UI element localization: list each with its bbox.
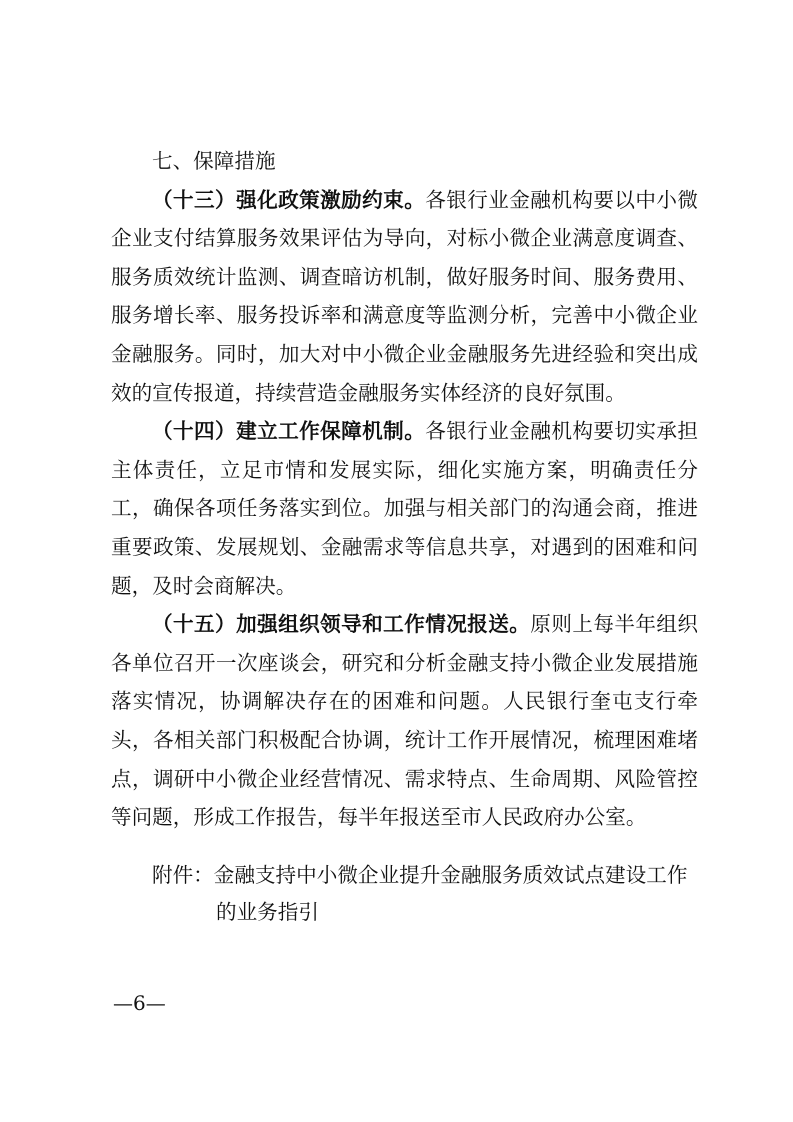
paragraph-lead: （十五）加强组织领导和工作情况报送。: [152, 612, 531, 637]
section-heading: 七、保障措施: [152, 149, 276, 173]
paragraph-13: [111, 181, 698, 413]
paragraph-text: 各银行业金融机构要切实承担主体责任，立足市情和发展实际，细化实施方案，明确责任分工，确保各项任务落实到位。加强与相关部门的沟通会商，推进重要政策、发展规划、金融需求等信息共享，对遇到的困难和问题，及时会商解决。: [111, 419, 699, 598]
paragraph-lead: （十三）强化政策激励约束。: [152, 187, 426, 212]
paragraph-text: 各银行业金融机构要以中小微企业支付结算服务效果评估为导向，对标小微企业满意度调查、服务质效统计监测、调查暗访机制，做好服务时间、服务费用、服务增长率、服务投诉率和满意度等监测分析，完善中小微企业金融服务。同时，加大对中小微企业金融服务先进经验和突出成效的宣传报道，持续营造金融服务实体经济的良好氛围。: [111, 187, 699, 405]
paragraph-lead: （十四）建立工作保障机制。: [152, 419, 426, 444]
paragraph-text: 原则上每半年组织各单位召开一次座谈会，研究和分析金融支持小微企业发展措施落实情况，协调解决存在的困难和问题。人民银行奎屯支行牵头，各相关部门积极配合协调，统计工作开展情况，梳理困难堵点，调研中小微企业经营情况、需求特点、生命周期、风险管控等问题，形成工作报告，每半年报送至市人民政府办公室。: [111, 612, 699, 830]
paragraph-14: [111, 412, 698, 605]
body-text: [111, 142, 698, 837]
attachment-line-1: [152, 857, 698, 894]
attachment-note: [152, 857, 698, 931]
attachment-label: 附件：: [152, 863, 214, 887]
page-number: —6—: [113, 991, 166, 1015]
paragraph-15: [111, 605, 698, 837]
attachment-title-part-1: 金融支持中小微企业提升金融服务质效试点建设工作: [213, 863, 688, 887]
attachment-title-part-2: 的业务指引: [216, 900, 319, 924]
